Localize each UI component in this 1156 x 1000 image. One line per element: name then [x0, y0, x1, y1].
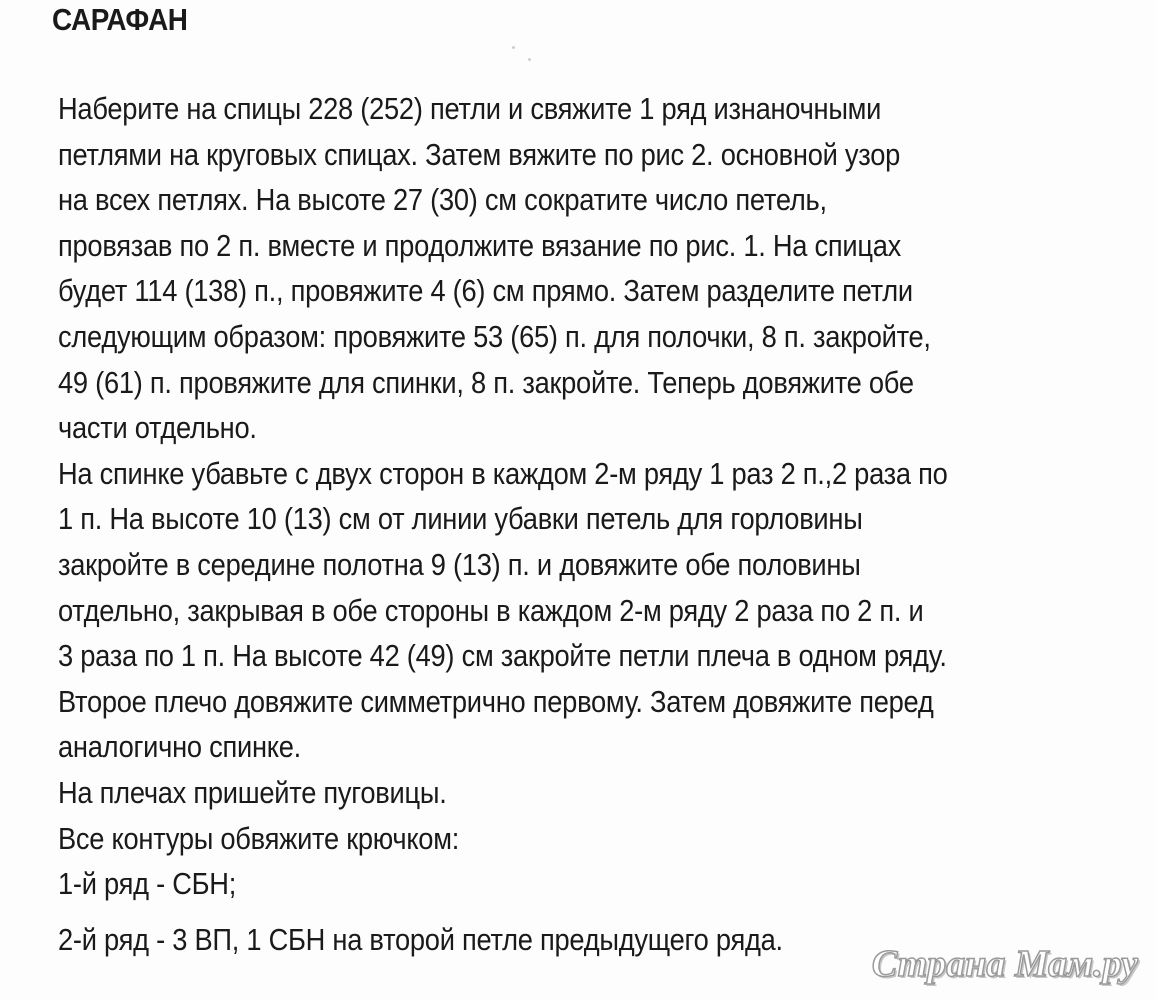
watermark-logo: Страна Мам.ру: [871, 943, 1138, 985]
text-line: аналогично спинке.: [58, 729, 301, 765]
scan-speck: [512, 46, 515, 49]
text-line: Все контуры обвяжите крючком:: [58, 820, 460, 856]
page-title: САРАФАН: [52, 2, 188, 37]
text-line: 3 раза по 1 п. На высоте 42 (49) см закройте петли плеча в одном ряду.: [58, 638, 947, 674]
text-line: 1-й ряд - СБН;: [58, 866, 237, 902]
text-line: петлями на круговых спицах. Затем вяжите по рис 2. основной узор: [58, 136, 901, 172]
text-line: провязав по 2 п. вместе и продолжите вязание по рис. 1. На спицах: [58, 227, 902, 263]
instructions-text: [58, 86, 1156, 962]
scan-speck: [528, 58, 531, 61]
text-line: 1 п. На высоте 10 (13) см от линии убавки петель для горловины: [58, 501, 863, 537]
text-line: будет 114 (138) п., провяжите 4 (6) см прямо. Затем разделите петли: [58, 273, 913, 309]
text-line: 2-й ряд - 3 ВП, 1 СБН на второй петле предыдущего ряда.: [58, 921, 783, 957]
text-line: Второе плечо довяжите симметрично первому. Затем довяжите перед: [58, 683, 934, 719]
text-line: На спинке убавьте с двух сторон в каждом 2-м ряду 1 раз 2 п.,2 раза по: [58, 455, 948, 491]
text-line: отдельно, закрывая в обе стороны в каждом 2-м ряду 2 раза по 2 п. и: [58, 592, 924, 628]
text-line: части отдельно.: [58, 410, 257, 446]
text-line: на всех петлях. На высоте 27 (30) см сократите число петель,: [58, 182, 827, 218]
text-line: следующим образом: провяжите 53 (65) п. для полочки, 8 п. закройте,: [58, 318, 931, 354]
text-line: закройте в середине полотна 9 (13) п. и довяжите обе половины: [58, 546, 861, 582]
text-line: Наберите на спицы 228 (252) петли и свяжите 1 ряд изнаночными: [58, 91, 882, 126]
text-line: На плечах пришейте пуговицы.: [58, 774, 447, 810]
text-line: 49 (61) п. провяжите для спинки, 8 п. закройте. Теперь довяжите обе: [58, 364, 914, 400]
